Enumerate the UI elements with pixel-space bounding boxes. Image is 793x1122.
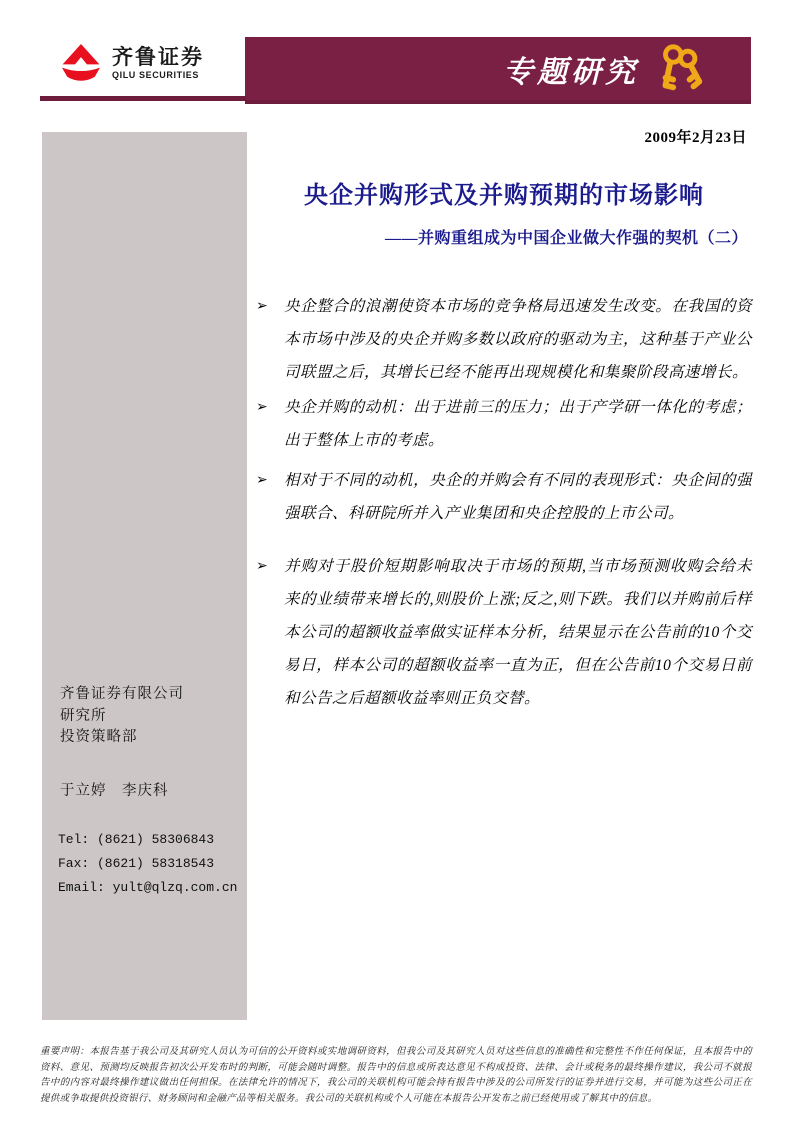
arrow-bullet-icon: ➢: [256, 399, 268, 415]
institute-name: 研究所: [60, 707, 107, 724]
bullet-text-1: 央企整合的浪潮使资本市场的竞争格局迅速发生改变。在我国的资本市场中涉及的央企并购多数以政府的驱动为主，这种基于产业公司联盟之后，其增长已经不能再出现规模化和集聚阶段高速增长。: [284, 298, 752, 381]
banner-title: 专题研究: [503, 55, 639, 89]
main-content: [256, 180, 752, 715]
contact-block: [58, 828, 237, 900]
arrow-bullet-icon: ➢: [256, 558, 268, 574]
bullet-text-2: 央企并购的动机：出于进前三的压力；出于产学研一体化的考虑；出于整体上市的考虑。: [284, 399, 752, 449]
logo-text: [112, 47, 204, 80]
department-name: 投资策略部: [60, 729, 138, 745]
company-name: 齐鲁证券有限公司: [60, 686, 184, 702]
arrow-bullet-icon: ➢: [256, 298, 268, 314]
qilu-logo: [40, 30, 245, 96]
fax-line: Fax: (8621) 58318543: [58, 856, 215, 871]
gold-keys-icon: [653, 42, 705, 96]
bullet-text-4: 并购对于股价短期影响取决于市场的预期,当市场预测收购会给未来的业绩带来增长的,则股价上涨;反之,则下跌。我们以并购前后样本公司的超额收益率做实证样本分析，结果显示在公告前的10个交易日，样本公司的超额收益率一直为正，但在公告前10个交易日前和公告之后超额收益率则正负交替。: [284, 558, 752, 707]
tel-line: Tel: (8621) 58306843: [58, 832, 215, 847]
email-line: Email: yult@qlzq.com.cn: [58, 880, 238, 895]
author-names: 于立婷 李庆科: [60, 783, 169, 799]
summary-bullet-3: [256, 464, 752, 530]
logo-name-cn: 齐鲁证券: [112, 45, 204, 69]
report-type-banner: [245, 37, 751, 104]
header-divider: [40, 96, 246, 101]
summary-bullet-4: [256, 550, 752, 715]
disclaimer-text: 重要声明：本报告基于我公司及其研究人员认为可信的公开资料或实地调研资料，但我公司及其研究人员对这些信息的准确性和完整性不作任何保证，且本报告中的资料、意见、预测均反映报告初次公开发布时的判断，可能会随时调整。报告中的信息或所表达意见不构成投资、法律、会计或税务的最终操作建议，我公司不就报告中的内容对最终操作建议做出任何担保。在法律允许的情况下，我公司的关联机构可能会持有报告中涉及的公司所发行的证券并进行交易，并可能为这些公司正在提供或争取提供投资银行、财务顾问和金融产品等相关服务。我公司的关联机构或个人可能在本报告公开发布之前已经使用或了解其中的信息。: [40, 1047, 752, 1104]
logo-name-en: QILU SECURITIES: [112, 69, 200, 80]
summary-bullets: [256, 290, 752, 715]
report-date: 2009年2月23日: [644, 130, 747, 146]
arrow-bullet-icon: ➢: [256, 472, 268, 488]
report-title: 央企并购形式及并购预期的市场影响: [304, 183, 704, 209]
affiliation-block: [60, 684, 184, 749]
summary-bullet-2: [256, 391, 752, 457]
bullet-text-3: 相对于不同的动机，央企的并购会有不同的表现形式：央企间的强强联合、科研院所并入产业集团和央企控股的上市公司。: [284, 472, 752, 522]
summary-bullet-1: [256, 290, 752, 389]
qilu-logo-icon: [58, 42, 104, 84]
report-subtitle: ——并购重组成为中国企业做大作强的契机（二）: [384, 230, 748, 247]
